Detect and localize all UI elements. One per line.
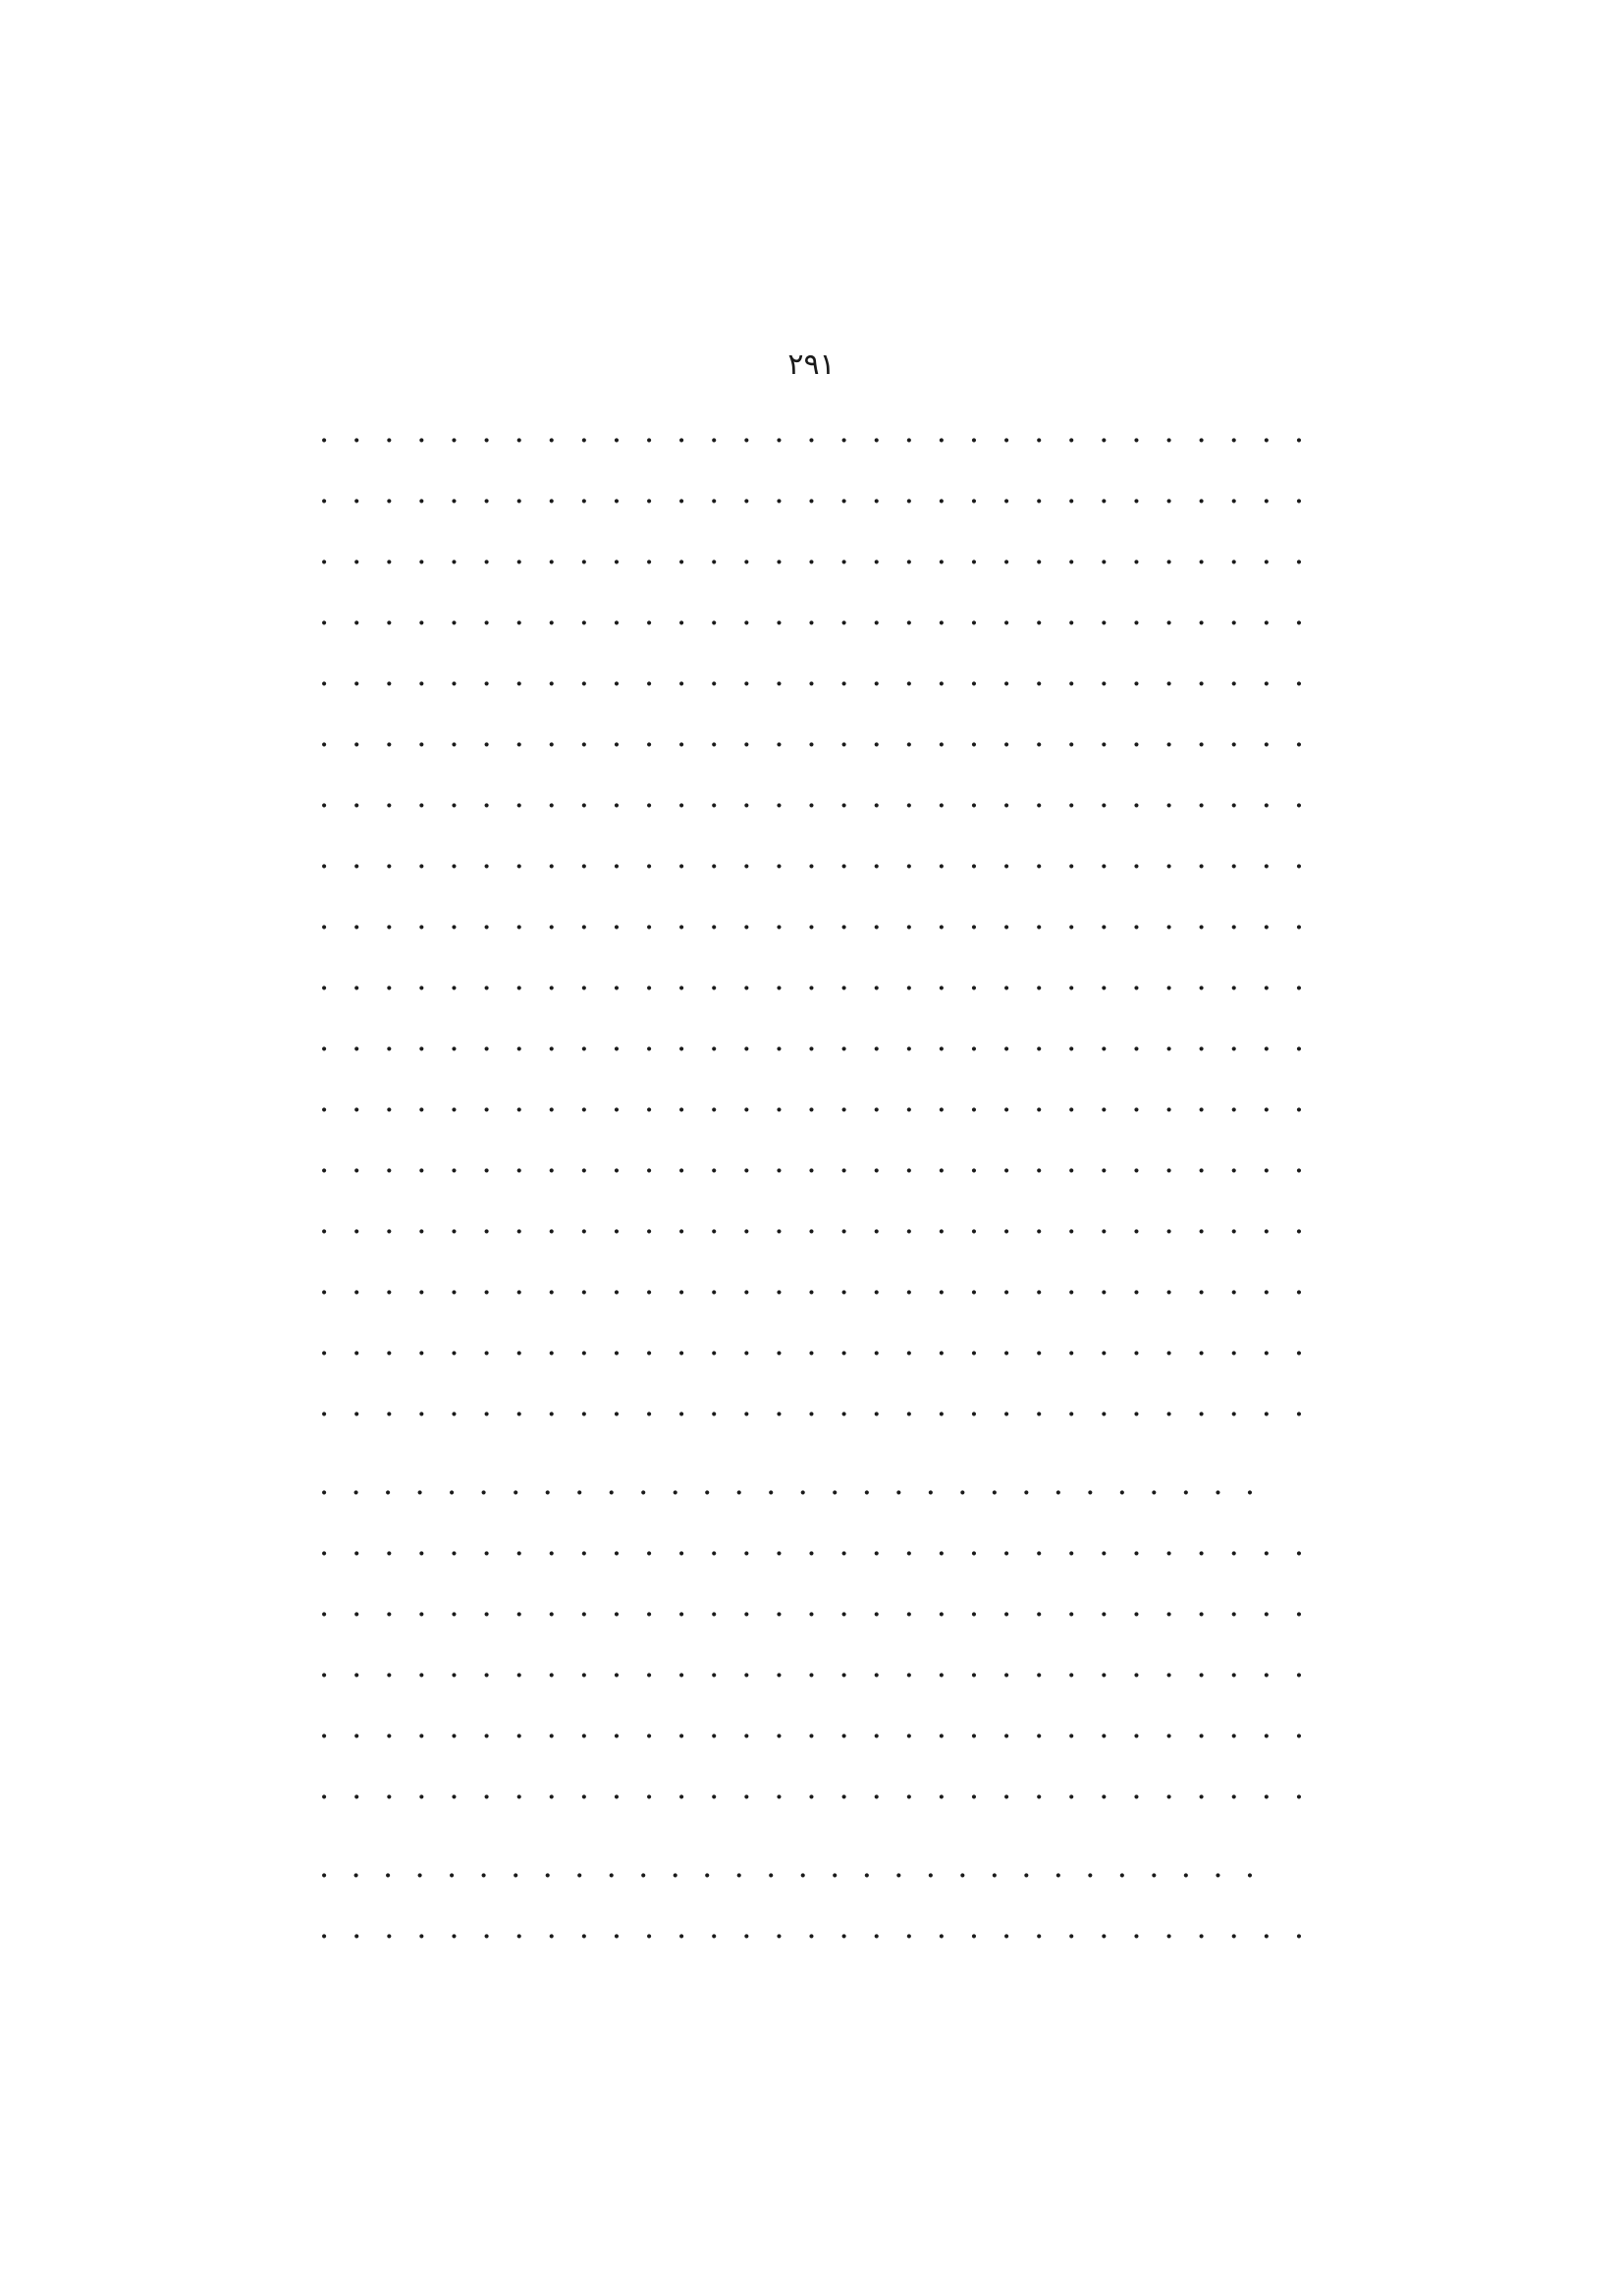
text-line: . . . . . . . . . . . . . . . . . . . . . . . . . . . . . . . bbox=[319, 1264, 1304, 1302]
text-line: . . . . . . . . . . . . . . . . . . . . . . . . . . . . . . . bbox=[319, 1143, 1304, 1180]
text-line: . . . . . . . . . . . . . . . . . . . . . . . . . . . . . . . bbox=[319, 656, 1304, 693]
text-line: . . . . . . . . . . . . . . . . . . . . . . . . . . . . . . . bbox=[319, 1525, 1304, 1563]
text-line: . . . . . . . . . . . . . . . . . . . . . . . . . . . . . . bbox=[319, 1465, 1255, 1502]
page-number: ۲۹۱ bbox=[787, 347, 836, 382]
text-line: . . . . . . . . . . . . . . . . . . . . . . . . . . . . . . . bbox=[319, 717, 1304, 754]
text-line: . . . . . . . . . . . . . . . . . . . . . . . . . . . . . . . bbox=[319, 899, 1304, 936]
text-line: . . . . . . . . . . . . . . . . . . . . . . . . . . . . . . . bbox=[319, 1325, 1304, 1362]
text-line: . . . . . . . . . . . . . . . . . . . . . . . . . . . . . . . bbox=[319, 1386, 1304, 1423]
text-line: . . . . . . . . . . . . . . . . . . . . . . . . . . . . . . . bbox=[319, 960, 1304, 997]
text-line: . . . . . . . . . . . . . . . . . . . . . . . . . . . . . . . bbox=[319, 473, 1304, 510]
text-line: . . . . . . . . . . . . . . . . . . . . . . . . . . . . . . . bbox=[319, 534, 1304, 571]
paragraph-2 bbox=[319, 1453, 1304, 1818]
text-line: . . . . . . . . . . . . . . . . . . . . . . . . . . . . . . . bbox=[319, 412, 1304, 450]
text-line: . . . . . . . . . . . . . . . . . . . . . . . . . . . . . . . bbox=[319, 1203, 1304, 1241]
paragraph-3 bbox=[319, 1836, 1304, 1957]
text-line: . . . . . . . . . . . . . . . . . . . . . . . . . . . . . . . bbox=[319, 1021, 1304, 1058]
text-line: . . . . . . . . . . . . . . . . . . . . . . . . . . . . . . bbox=[319, 1847, 1255, 1885]
text-line: . . . . . . . . . . . . . . . . . . . . . . . . . . . . . . . bbox=[319, 1769, 1304, 1806]
text-line: . . . . . . . . . . . . . . . . . . . . . . . . . . . . . . . bbox=[319, 1908, 1304, 1946]
text-line: . . . . . . . . . . . . . . . . . . . . . . . . . . . . . . . bbox=[319, 1082, 1304, 1119]
text-line: . . . . . . . . . . . . . . . . . . . . . . . . . . . . . . . bbox=[319, 595, 1304, 632]
text-line: . . . . . . . . . . . . . . . . . . . . . . . . . . . . . . . bbox=[319, 838, 1304, 876]
text-line: . . . . . . . . . . . . . . . . . . . . . . . . . . . . . . . bbox=[319, 1708, 1304, 1745]
text-line: . . . . . . . . . . . . . . . . . . . . . . . . . . . . . . . bbox=[319, 777, 1304, 815]
text-line: . . . . . . . . . . . . . . . . . . . . . . . . . . . . . . . bbox=[319, 1647, 1304, 1684]
text-line: . . . . . . . . . . . . . . . . . . . . . . . . . . . . . . . bbox=[319, 1586, 1304, 1624]
body-text bbox=[319, 400, 1304, 1957]
paragraph-1 bbox=[319, 400, 1304, 1435]
